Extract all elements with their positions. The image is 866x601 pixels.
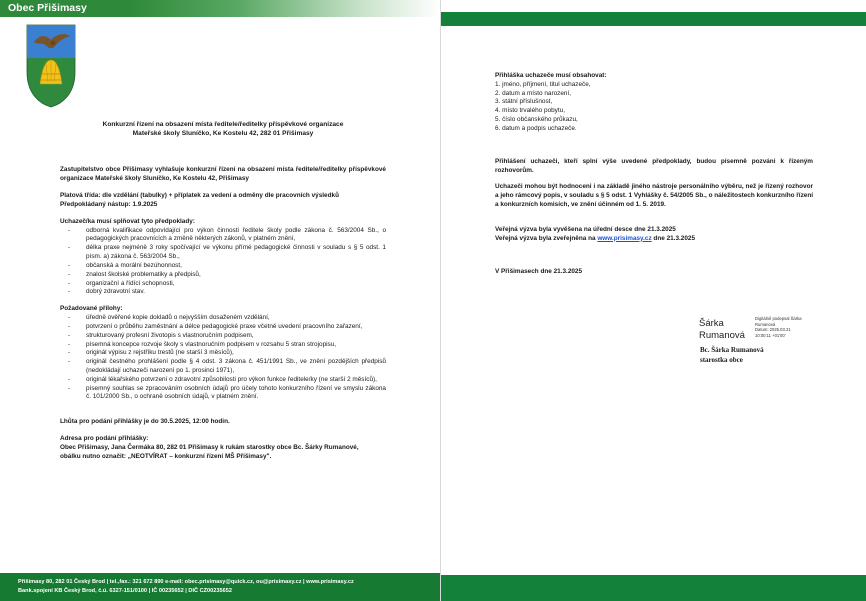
- address-line-1: Obec Přišimasy, Jana Čermáka 80, 282 01 Přišimasy k rukám starostky obce Bc. Šárky Rumanové,: [60, 443, 359, 451]
- page1-body: [60, 120, 386, 462]
- page-header-bar: [441, 12, 866, 26]
- list-item: - dobrý zdravotní stav.: [86, 288, 386, 297]
- document-title: [60, 120, 386, 138]
- signer-block: [700, 346, 764, 366]
- signature-name-line: Šárka: [699, 318, 724, 329]
- list-item: 6. datum a podpis uchazeče.: [495, 124, 577, 132]
- application-contents-list: [495, 81, 813, 134]
- list-item: - znalost školské problematiky a předpisů,: [86, 271, 386, 280]
- title-line-1: Konkurzní řízení na obsazení místa ředitele/ředitelky příspěvkové organizace: [102, 121, 344, 128]
- header-gradient: [130, 0, 440, 17]
- signer-name: Bc. Šárka Rumanová: [700, 346, 764, 354]
- list-item: - originál lékařského potvrzení o zdravotní způsobilosti pro výkon funkce ředitele/ky (ne starší 2 měsíců),: [86, 376, 386, 385]
- attachments-heading: Požadované přílohy:: [60, 305, 123, 313]
- list-item: - originál čestného prohlášení podle § 4 odst. 3 zákona č. 451/1991 Sb., ve znění pozdějších předpisů (nedokládají uchazeči narození po 1. prosinci 1971),: [86, 358, 386, 376]
- list-item: - délka praxe nejméně 3 roky spočívající ve výkonu přímé pedagogické činnosti v souladu s § 5 odst. 1 písm. a) zákona č. 563/2004 Sb.,: [86, 244, 386, 262]
- website-link[interactable]: www.prisimasy.cz: [597, 234, 652, 242]
- published-prefix: Veřejná výzva byla zveřejněna na: [495, 234, 598, 242]
- posted-line: Veřejná výzva byla vyvěšena na úřední desce dne 21.3.2025: [495, 225, 676, 233]
- list-item: - potvrzení o průběhu zaměstnání a délce pedagogické praxe včetně uvedení pracovního zařazení,: [86, 323, 386, 332]
- list-item: - písemný souhlas se zpracováním osobních údajů pro účely tohoto konkurzního řízení ve smyslu zákona č. 101/2000 Sb., o ochraně osobních údajů, v platném znění.: [86, 385, 386, 403]
- list-item: 2. datum a místo narození,: [495, 89, 572, 97]
- signature-detail-line: Digitálně podepsal Šárka: [755, 316, 802, 321]
- list-item: 3. státní příslušnost,: [495, 98, 553, 106]
- attachments-list: [60, 314, 386, 402]
- document-page-2: [441, 0, 866, 601]
- footer-contact-line: Přišimasy 80, 282 01 Český Brod | tel.,fax.: 321 672 890 e-mail: obec.prisimasy@quick.cz, ou@prisimasy.cz | www.prisimasy.cz: [18, 579, 354, 585]
- list-item: - občanská a morální bezúhonnost,: [86, 262, 386, 271]
- title-line-2: Mateřské školy Sluníčko, Ke Kostelu 42, 282 01 Přišimasy: [132, 130, 314, 138]
- list-item: 5. číslo občanského průkazu,: [495, 116, 578, 124]
- list-item: - originál výpisu z rejstříku trestů (ne starší 3 měsíců),: [86, 349, 386, 358]
- list-item: - písemná koncepce rozvoje školy s vlastnoručním podpisem v rozsahu 5 stran strojopisu,: [86, 341, 386, 350]
- start-date-line: Předpokládaný nástup: 1.9.2025: [60, 200, 158, 208]
- place-date-line: V Přišimasech dne 21.3.2025: [495, 267, 583, 275]
- municipality-name: Obec Přišimasy: [0, 0, 130, 17]
- requirements-list: [60, 227, 386, 298]
- address-heading: Adresa pro podání přihlášky:: [60, 435, 149, 443]
- footer-bank-line: Bank.spojení KB Český Brod, č.ú. 6327-151/0100 | IČ 00235652 | DIČ CZ00235652: [18, 587, 232, 594]
- list-item: - úředně ověřené kopie dokladů o nejvyšším dosaženém vzdělání,: [86, 314, 386, 323]
- published-line: [495, 235, 813, 244]
- page-footer: [0, 573, 440, 601]
- signature-name-line: Rumanová: [699, 330, 745, 342]
- salary-line: Platová třída: dle vzdělání (tabulky) + příplatek za vedení a odměny dle pracovních výsledků: [60, 192, 339, 200]
- list-item: - organizační a řídící schopnosti,: [86, 280, 386, 289]
- page-footer-bar: [441, 575, 866, 601]
- invitation-paragraph: Přihlášení uchazeči, kteří splní výše uvedené předpoklady, budou písemně pozváni k řízeným rozhovorům.: [495, 157, 813, 174]
- list-item: 4. místo trvalého pobytu,: [495, 107, 565, 115]
- page2-body: [495, 72, 813, 276]
- signature-detail-line: Rumanová: [755, 321, 776, 327]
- list-item: - odborná kvalifikace odpovídající pro výkon činnosti ředitele školy podle zákona č. 563/2004 Sb., o pedagogických pracovnících a změně některých zákonů, v platném znění,: [86, 227, 386, 245]
- address-line-2: obálku nutno označit: „NEOTVÍRAT – konkurzní řízení MŠ Přišimasy".: [60, 452, 272, 460]
- page-header: [0, 0, 440, 17]
- signature-details: [755, 316, 802, 339]
- signature-name: [699, 318, 745, 343]
- coat-of-arms-logo: [26, 24, 76, 108]
- list-item: - strukturovaný profesní životopis s vlastnoručním podpisem,: [86, 332, 386, 341]
- signer-role: starostka obce: [700, 355, 743, 364]
- application-contents-heading: Přihláška uchazeče musí obsahovat:: [495, 72, 607, 79]
- list-item: 1. jméno, příjmení, titul uchazeče,: [495, 80, 591, 88]
- signature-detail-line: Datum: 2025.03.21: [755, 327, 791, 333]
- published-suffix: dne 21.3.2025: [651, 234, 695, 242]
- intro-paragraph: Zastupitelstvo obce Přišimasy vyhlašuje konkurzní řízení na obsazení místa ředitele/ředitelky příspěvkové organizace Mateřské školy Sluníčko, Ke Kostelu 42, Přišimasy: [60, 166, 386, 183]
- deadline-line: Lhůta pro podání přihlášky je do 30.5.2025, 12:00 hodin.: [60, 418, 230, 426]
- evaluation-paragraph: Uchazeči mohou být hodnoceni i na základě jiného nástroje personálního výběru, než je řízený rozhovor a jeho rámcový popis, v souladu s § 5 odst. 1 Vyhlášky č. 54/2005 Sb., o náležitostech konkurzního řízení a konkurzních komisích, ve znění účinném od 1. 5. 2019.: [495, 183, 813, 209]
- signature-detail-line: 10:00:11 +01'00': [755, 333, 786, 339]
- requirements-heading: Uchazeč/ka musí splňovat tyto předpoklady:: [60, 217, 195, 225]
